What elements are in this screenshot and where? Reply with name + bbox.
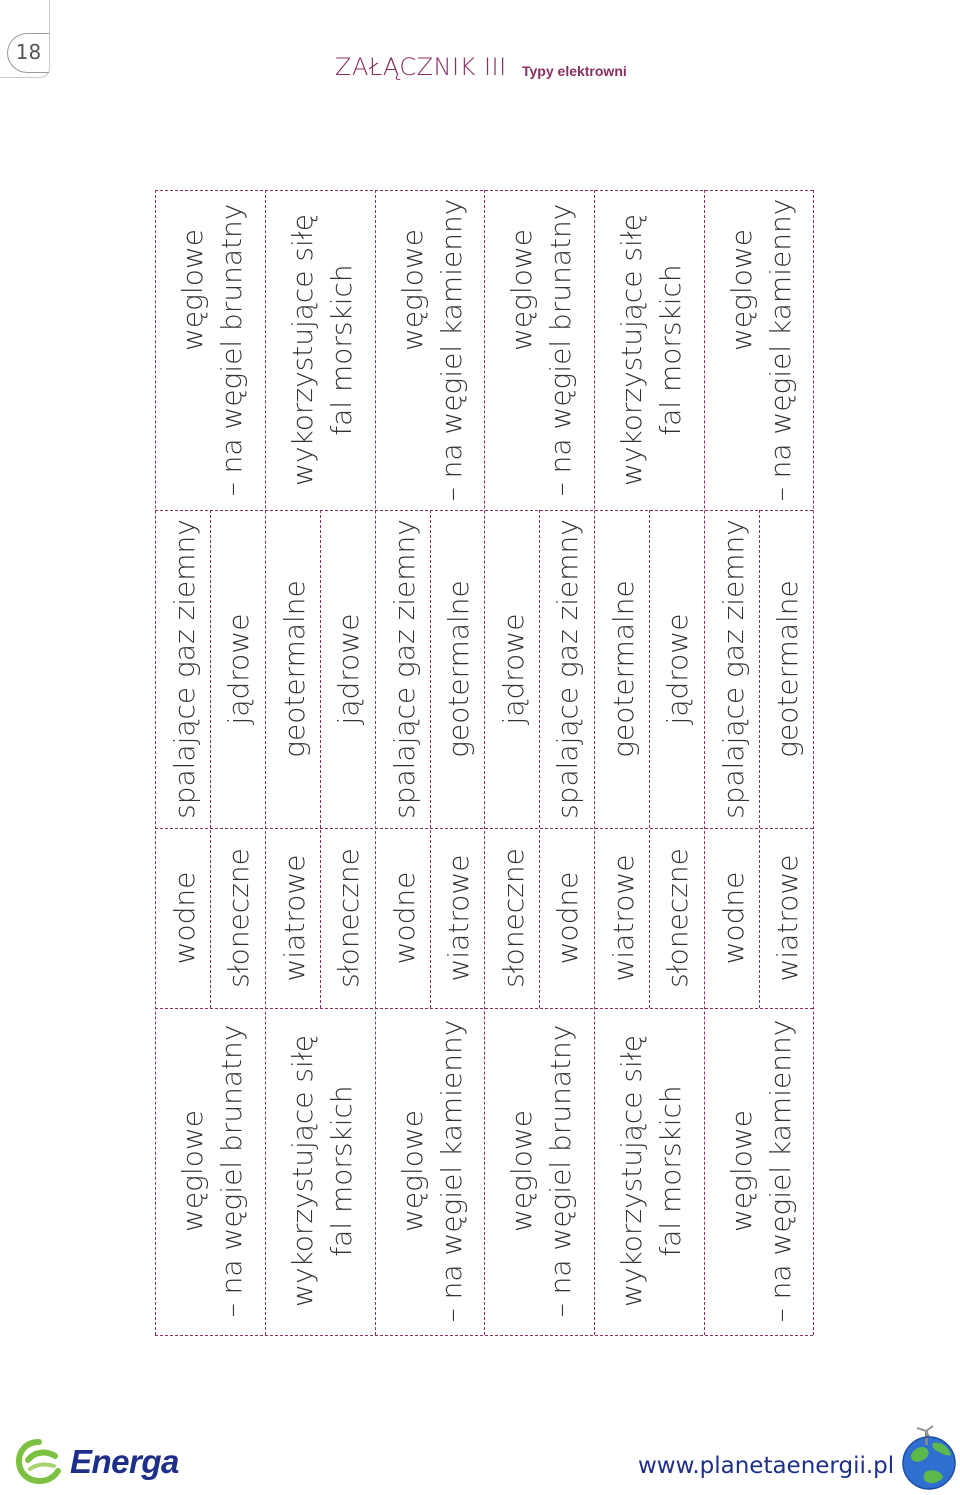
cutout-card-grid xyxy=(155,190,813,1335)
page-tab xyxy=(0,0,50,78)
card-label: jądrowe xyxy=(222,613,255,725)
card-label: spalające gaz ziemny xyxy=(551,519,584,819)
website-link[interactable]: www.planetaenergii.pl xyxy=(638,1453,895,1479)
card-label: – na węgiel kamienny xyxy=(764,198,797,502)
page-subtitle: Typy elektrowni xyxy=(522,63,627,79)
card-label: wodne xyxy=(168,871,201,965)
card-label: węglowe xyxy=(176,229,209,351)
card-label: węglowe xyxy=(396,229,429,351)
card-label: – na węgiel kamienny xyxy=(435,198,468,502)
card-label: węglowe xyxy=(505,229,538,351)
card-label: fal morskich xyxy=(325,1085,358,1257)
card-label: – na węgiel brunatny xyxy=(544,203,577,497)
card-label: fal morskich xyxy=(325,264,358,436)
cut-line xyxy=(265,190,266,1335)
card-label: węglowe xyxy=(725,1110,758,1232)
card-label: słoneczne xyxy=(222,848,255,988)
cut-line xyxy=(155,1335,813,1336)
energa-logo-text: Energa xyxy=(70,1443,179,1480)
card-label: węglowe xyxy=(725,229,758,351)
card-label: jądrowe xyxy=(332,613,365,725)
energa-logo-icon xyxy=(14,1436,64,1486)
card-label: spalające gaz ziemny xyxy=(388,519,421,819)
cut-line xyxy=(594,190,595,1335)
page-number: 18 xyxy=(7,33,49,73)
cut-line xyxy=(539,510,540,1008)
card-label: wykorzystujące siłę xyxy=(286,1035,319,1307)
card-label: geotermalne xyxy=(607,580,640,758)
cut-line xyxy=(430,510,431,1008)
card-label: słoneczne xyxy=(661,848,694,988)
card-label: – na węgiel brunatny xyxy=(215,1024,248,1318)
card-label: wiatrowe xyxy=(771,854,804,982)
card-label: – na węgiel kamienny xyxy=(764,1019,797,1323)
cut-line xyxy=(155,190,156,1335)
globe-icon xyxy=(897,1425,959,1493)
card-label: wykorzystujące siłę xyxy=(286,214,319,486)
card-label: węglowe xyxy=(505,1110,538,1232)
card-label: wodne xyxy=(388,871,421,965)
card-label: – na węgiel brunatny xyxy=(215,203,248,497)
card-label: wykorzystujące siłę xyxy=(615,1035,648,1307)
card-label: fal morskich xyxy=(654,264,687,436)
page-title: ZAŁĄCZNIK III xyxy=(335,53,507,81)
cut-line xyxy=(813,190,814,1335)
card-label: – na węgiel brunatny xyxy=(544,1024,577,1318)
cut-line xyxy=(210,510,211,1008)
card-label: wodne xyxy=(717,871,750,965)
card-label: węglowe xyxy=(396,1110,429,1232)
card-label: wiatrowe xyxy=(607,854,640,982)
card-label: geotermalne xyxy=(771,580,804,758)
card-label: spalające gaz ziemny xyxy=(717,519,750,819)
card-label: jądrowe xyxy=(497,613,530,725)
card-label: słoneczne xyxy=(497,848,530,988)
card-label: wodne xyxy=(551,871,584,965)
card-label: wykorzystujące siłę xyxy=(615,214,648,486)
cut-line xyxy=(704,190,705,1335)
card-label: fal morskich xyxy=(654,1085,687,1257)
card-label: spalające gaz ziemny xyxy=(168,519,201,819)
card-label: węglowe xyxy=(176,1110,209,1232)
card-label: wiatrowe xyxy=(442,854,475,982)
cut-line xyxy=(320,510,321,1008)
card-label: słoneczne xyxy=(332,848,365,988)
card-label: jądrowe xyxy=(661,613,694,725)
card-label: geotermalne xyxy=(278,580,311,758)
cut-line xyxy=(649,510,650,1008)
cut-line xyxy=(759,510,760,1008)
card-label: wiatrowe xyxy=(278,854,311,982)
cut-line xyxy=(484,190,485,1335)
card-label: geotermalne xyxy=(442,580,475,758)
card-label: – na węgiel kamienny xyxy=(435,1019,468,1323)
cut-line xyxy=(375,190,376,1335)
